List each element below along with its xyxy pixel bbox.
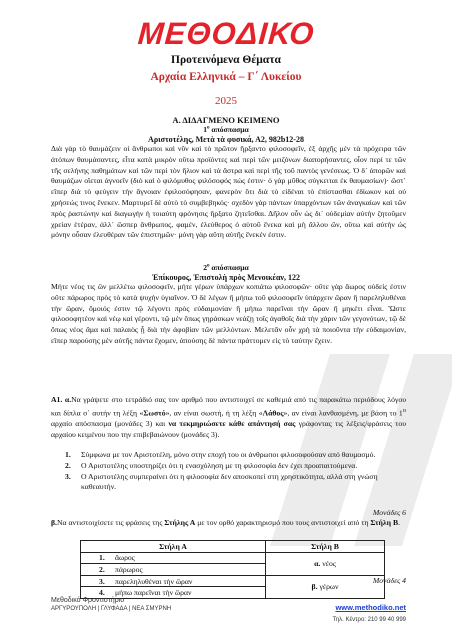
- exam-year: 2025: [215, 95, 237, 107]
- question-label: Α1. α.: [51, 395, 72, 404]
- table-row: 4. μήπω παρεῖναι τὴν ὥραν: [81, 587, 266, 599]
- matching-table: [80, 540, 385, 599]
- question-a1-instructions: Α1. α.Να γράψετε στο τετράδιό σας τον αριθμό που αντιστοιχεί σε καθεμιά από τις παρακάτω περιόδους λόγου και δίπλα σ΄ αυτήν τη λέξη «Σωστό», αν είναι σωστή, ή τη λέξη «Λάθος», αν είναι λανθασμένη, με βάση το $1^o$ αρχαίο απόσπασμα (μονάδες 3) και να τεκμηριώσετε κάθε απάντησή σας γράφοντας τις λέξεις/φράσεις του αρχαίου κειμένου που την επιβεβαιώνουν (μονάδες 3).: [51, 395, 407, 439]
- marks-b: Μονάδες 4: [372, 576, 406, 585]
- table-row: 3. παρεληλυθέναι τὴν ὥραν: [81, 575, 266, 587]
- passage-1-text: Διὰ γὰρ τὸ θαυμάζειν οἱ ἄνθρωποι καὶ νῦν καὶ τὸ πρῶτον ἤρξαντο φιλοσοφεῖν, ἐξ ἀρχῆς μὲν τὰ πρόχειρα τῶν ἀτόπων θαυμάσαντες, εἶτα κατὰ μικρὸν οὕτω προϊόντες καὶ περὶ τῶν μειζόνων διαπορήσαντες, οἷον περί τε τῶν τῆς σελήνης παθημάτων καὶ τῶν περὶ τὸν ἥλιον καὶ τὰ ἄστρα καὶ περὶ τῆς τοῦ παντὸς γενέσεως. Ὁ δ᾽ ἀπορῶν καὶ θαυμάζων οἴεται ἀγνοεῖν (διὸ καὶ ὁ φιλόμυθος φιλόσοφός πώς ἐστιν· ὁ γὰρ μῦθος σύγκειται ἐκ θαυμασίων)· ὥστ᾽ εἴπερ διὰ τὸ φεύγειν τὴν ἄγνοιαν ἐφιλοσόφησαν, φανερὸν ὅτι διὰ τὸ εἰδέναι τὸ ἐπίστασθαι ἐδίωκον καὶ οὐ χρήσεώς τινος ἕνεκεν. Μαρτυρεῖ δὲ αὐτὸ τὸ συμβεβηκός· σχεδὸν γὰρ πάντων ὑπαρχόντων τῶν ἀναγκαίων καὶ τῶν πρὸς ῥαστώνην καὶ διαγωγὴν ἡ τοιαύτη φρόνησις ἤρξατο ζητεῖσθαι. Δῆλον οὖν ὡς δι᾽ οὐδεμίαν αὐτὴν ζητοῦμεν χρείαν ἑτέραν, ἀλλ᾽ ὥσπερ ἄνθρωπος, φαμέν, ἐλεύθερος ὁ αὑτοῦ ἕνεκα καὶ μὴ ἄλλου ὤν, οὕτω καὶ αὐτὴν ὡς μόνην οὖσαν ἐλευθέραν τῶν ἐπιστημῶν· μόνη γὰρ αὕτη αὑτῆς ἕνεκέν ἐστιν.: [51, 144, 406, 240]
- passage-2-text: Μήτε νέος τις ὢν μελλέτω φιλοσοφεῖν, μήτε γέρων ὑπάρχων κοπιάτω φιλοσοφῶν· οὔτε γὰρ ἄωρος οὐδείς ἐστιν οὔτε πάρωρος πρὸς τὸ κατὰ ψυχὴν ὑγιαῖνον. Ὁ δὲ λέγων ἢ μήπω τοῦ φιλοσοφεῖν ὑπάρχειν ὥραν ἢ παρεληλυθέναι τὴν ὥραν, ὅμοιός ἐστιν τῷ λέγοντι πρὸς εὐδαιμονίαν ἢ μήπω παρεῖναι τὴν ὥραν ἢ μηκέτι εἶναι. Ὥστε φιλοσοφητέον καὶ νέῳ καὶ γέροντι, τῷ μὲν ὅπως γηράσκων νεάζῃ τοῖς ἀγαθοῖς διὰ τὴν χάριν τῶν γεγονότων, τῷ δὲ ὅπως νέος ἅμα καὶ παλαιὸς ᾖ διὰ τὴν ἀφοβίαν τῶν μελλόντων. Μελετᾶν οὖν χρὴ τὰ ποιοῦντα τὴν εὐδαιμονίαν, εἴπερ παρούσης μὲν αὐτῆς πάντα ἔχομεν, ἀπούσης δὲ πάντα πράττομεν εἰς τὸ ταύτην ἔχειν.: [51, 282, 406, 345]
- logo-text: ΜΕΘΟΔΙΚΟ: [136, 16, 316, 51]
- table-row: 2. πάρωρος: [81, 564, 266, 576]
- footer-school-name: Μεθοδικό Φροντιστήριο: [51, 597, 125, 604]
- list-item: 3. Ο Αριστοτέλης συμπεραίνει ότι η φιλοσοφία δεν αποσκοπεί στη χρηστικότητα, αλλά στη γνώση καθεαυτήν.: [65, 471, 378, 492]
- column-b-option: β. γέρων: [266, 575, 385, 598]
- marks-a1: Μονάδες 6: [372, 508, 406, 517]
- statements-list: [51, 450, 406, 493]
- website-link[interactable]: www.methodiko.net: [335, 603, 406, 612]
- question-b-instructions: β.Να αντιστοιχίσετε τις φράσεις της Στήλης Α με τον ορθό χαρακτηρισμό που τους αντιστοιχεί από τη Στήλη Β.: [51, 518, 401, 527]
- list-item: 2. Ο Αριστοτέλης υποστηρίζει ότι η ενασχόληση με τη φιλοσοφία δεν έχει προαπαιτούμενα.: [65, 460, 358, 470]
- column-b-option: α. νέος: [266, 552, 385, 575]
- column-b-header: Στήλη Β: [266, 541, 385, 553]
- page-footer: [51, 597, 406, 623]
- table-row: 1. ἄωρος: [81, 552, 266, 564]
- course-title: Αρχαία Ελληνικά – Γ΄ Λυκείου: [150, 71, 302, 83]
- passage-2-source: Ἐπίκουρος, Ἐπιστολὴ πρὸς Μενοικέαν, 122: [151, 273, 301, 282]
- passage-2-label: $2^o$ απόσπασμα: [203, 263, 249, 272]
- footer-locations: ΑΡΓΥΡΟΥΠΟΛΗ | ΓΛΥΦΑΔΑ | ΝΕΑ ΣΜΥΡΝΗ: [51, 606, 172, 612]
- document-subtitle: Προτεινόμενα Θέματα: [171, 54, 281, 66]
- passage-1-label: $1^o$ απόσπασμα: [203, 125, 249, 134]
- passage-1-source: Αριστοτέλης, Μετὰ τὰ φυσικά, Α2, 982b12-28: [148, 135, 304, 144]
- section-title: Α. ΔΙΔΑΓΜΕΝΟ ΚΕΙΜΕΝΟ: [172, 115, 280, 125]
- column-a-header: Στήλη Α: [81, 541, 266, 553]
- list-item: 1. Σύμφωνα με τον Αριστοτέλη, μόνο στην εποχή του οι άνθρωποι φιλοσοφούσαν από θαυμασμό.: [65, 450, 376, 459]
- footer-phone: Τηλ. Κέντρο: 210 99 40 999: [332, 617, 406, 623]
- methodiko-logo: [0, 18, 452, 50]
